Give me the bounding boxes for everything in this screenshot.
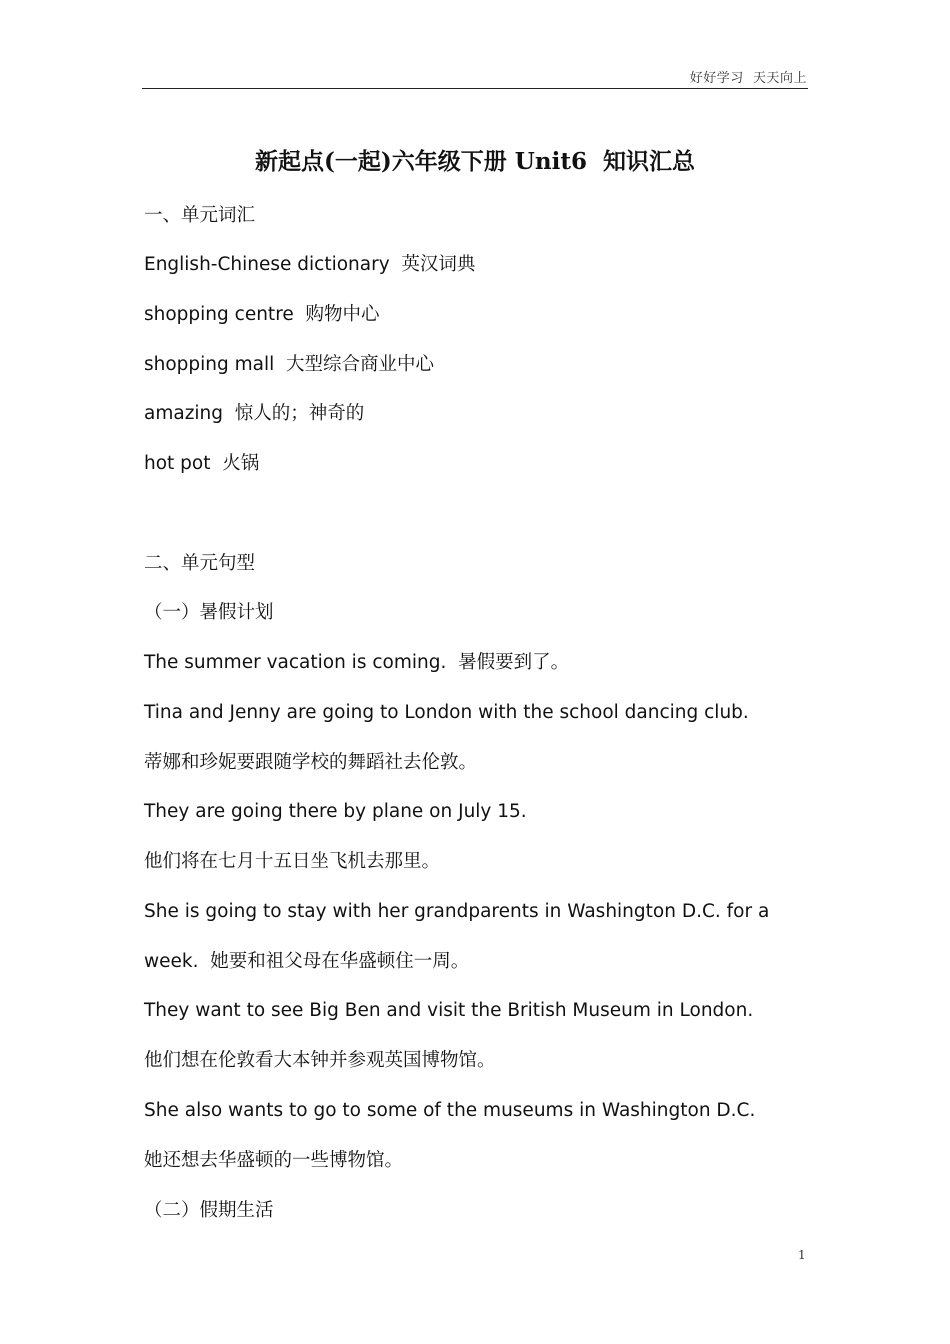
header-rule	[142, 88, 808, 89]
section-heading-vocabulary: 一、单元词汇	[144, 205, 256, 226]
sentence-line: The summer vacation is coming. 暑假要到了。	[144, 652, 570, 673]
sentence-line: Tina and Jenny are going to London with the school dancing club.	[144, 702, 749, 723]
vocab-item: English-Chinese dictionary 英汉词典	[144, 254, 476, 275]
vocab-item: hot pot 火锅	[144, 453, 260, 474]
sentence-line: They are going there by plane on July 15.	[144, 801, 527, 822]
header-motto: 好好学习 天天向上	[689, 71, 807, 86]
sentence-line: 他们想在伦敦看大本钟并参观英国博物馆。	[144, 1050, 496, 1071]
sentence-line: week. 她要和祖父母在华盛顿住一周。	[144, 951, 470, 972]
sentence-line: She is going to stay with her grandparents in Washington D.C. for a	[144, 901, 770, 922]
sentence-line: They want to see Big Ben and visit the British Museum in London.	[144, 1000, 754, 1021]
vocab-item: shopping mall 大型综合商业中心	[144, 354, 435, 375]
sentence-line: 蒂娜和珍妮要跟随学校的舞蹈社去伦敦。	[144, 752, 478, 773]
section-heading-sentences: 二、单元句型	[144, 553, 256, 574]
vocab-item: shopping centre 购物中心	[144, 304, 380, 325]
subsection-heading: （一）暑假计划	[144, 602, 274, 623]
sentence-line: 他们将在七月十五日坐飞机去那里。	[144, 851, 441, 872]
document-title: 新起点(一起)六年级下册 Unit6 知识汇总	[255, 148, 695, 175]
page-number: 1	[798, 1248, 806, 1262]
sentence-line: She also wants to go to some of the museums in Washington D.C.	[144, 1100, 756, 1121]
subsection-heading: （二）假期生活	[144, 1200, 274, 1221]
sentence-line: 她还想去华盛顿的一些博物馆。	[144, 1150, 404, 1171]
vocab-item: amazing 惊人的；神奇的	[144, 403, 365, 424]
